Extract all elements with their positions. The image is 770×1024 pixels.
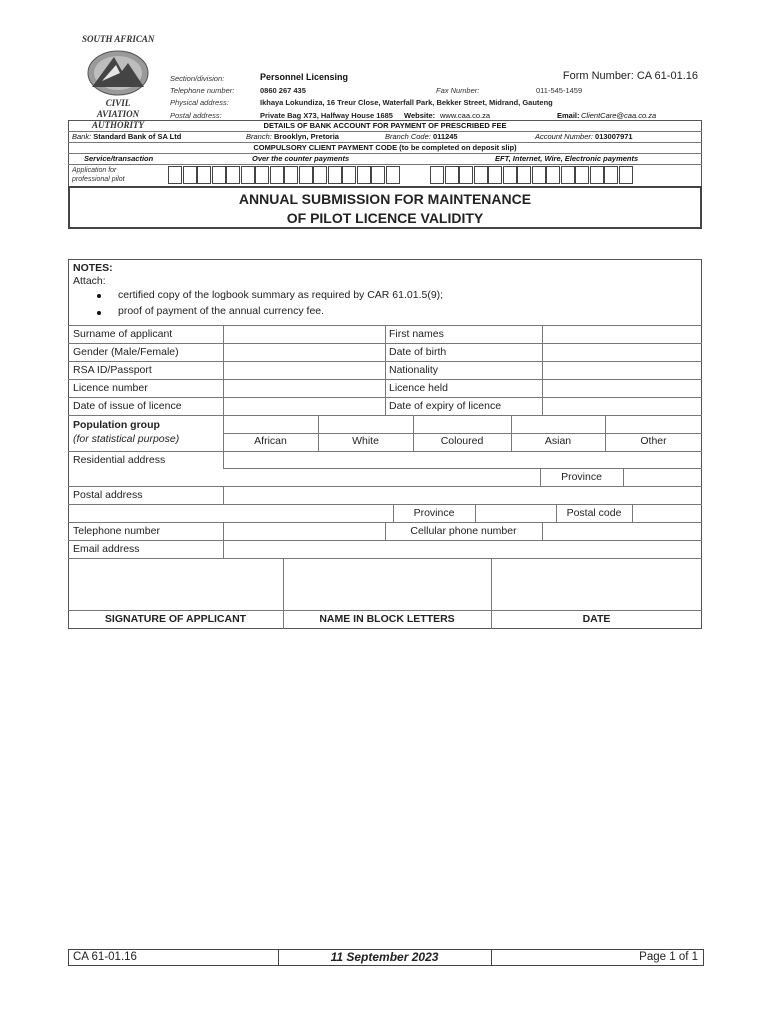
payment-code-cell[interactable] bbox=[183, 166, 197, 184]
payment-code-cell[interactable] bbox=[386, 166, 400, 184]
payment-code-cell[interactable] bbox=[226, 166, 240, 184]
bullet-icon bbox=[97, 311, 101, 315]
first-names-field[interactable] bbox=[543, 326, 701, 342]
residential-province-label: Province bbox=[561, 471, 602, 483]
email-value[interactable]: ClientCare@caa.co.za bbox=[581, 111, 657, 120]
caa-logo-emblem-icon bbox=[84, 47, 152, 97]
fax-label: Fax Number: bbox=[436, 86, 480, 95]
telephone-form-label: Telephone number bbox=[73, 525, 160, 537]
bank-account-number: Account Number: 013007971 bbox=[535, 132, 633, 141]
date-field[interactable] bbox=[492, 559, 701, 609]
nationality-field[interactable] bbox=[543, 362, 701, 378]
payment-code-cell[interactable] bbox=[328, 166, 342, 184]
payment-code-cell[interactable] bbox=[474, 166, 488, 184]
statistical-purpose-label: (for statistical purpose) bbox=[73, 433, 180, 445]
bank-name: Bank: Standard Bank of SA Ltd bbox=[72, 132, 182, 141]
email-label: Email: bbox=[557, 111, 580, 120]
physical-address-value: Ikhaya Lokundiza, 16 Treur Close, Waterfall Park, Bekker Street, Midrand, Gauteng bbox=[260, 98, 553, 107]
licence-held-label: Licence held bbox=[389, 382, 448, 394]
website-label: Website: bbox=[404, 111, 436, 120]
payment-code-cell[interactable] bbox=[241, 166, 255, 184]
payment-code-cell[interactable] bbox=[299, 166, 313, 184]
signature-label: SIGNATURE OF APPLICANT bbox=[104, 613, 247, 625]
payment-code-cell[interactable] bbox=[619, 166, 633, 184]
licence-number-field[interactable] bbox=[224, 380, 384, 396]
payment-code-cell[interactable] bbox=[212, 166, 226, 184]
payment-code-cell[interactable] bbox=[313, 166, 327, 184]
email-field[interactable] bbox=[224, 541, 701, 557]
notes-attach: Attach: bbox=[73, 275, 106, 287]
id-passport-field[interactable] bbox=[224, 362, 384, 378]
telephone-value: 0860 267 435 bbox=[260, 86, 306, 95]
bank-branch: Branch: Brooklyn, Pretoria bbox=[246, 132, 339, 141]
dob-field[interactable] bbox=[543, 344, 701, 360]
signature-field[interactable] bbox=[69, 559, 282, 609]
application-for-pilot: Application for professional pilot bbox=[72, 167, 125, 183]
name-block-letters-field[interactable] bbox=[284, 559, 490, 609]
group-african[interactable]: African bbox=[254, 435, 287, 447]
gender-label: Gender (Male/Female) bbox=[73, 346, 179, 358]
postal-address-form-label: Postal address bbox=[73, 489, 143, 501]
email-form-label: Email address bbox=[73, 543, 140, 555]
payment-code-cell[interactable] bbox=[575, 166, 589, 184]
payment-code-cell[interactable] bbox=[430, 166, 444, 184]
footer-date: 11 September 2023 bbox=[330, 950, 439, 964]
bank-heading: DETAILS OF BANK ACCOUNT FOR PAYMENT OF PRESCRIBED FEE bbox=[263, 121, 507, 130]
postal-province-field[interactable] bbox=[476, 505, 555, 521]
postal-code-field[interactable] bbox=[633, 505, 701, 521]
date-label: DATE bbox=[582, 613, 611, 625]
payment-code-cell[interactable] bbox=[590, 166, 604, 184]
section-label: Section/division: bbox=[170, 74, 225, 83]
cellular-field[interactable] bbox=[543, 523, 701, 539]
gender-field[interactable] bbox=[224, 344, 384, 360]
nationality-label: Nationality bbox=[389, 364, 439, 376]
form-title-box bbox=[68, 186, 702, 229]
licence-held-field[interactable] bbox=[543, 380, 701, 396]
payment-code-cell[interactable] bbox=[168, 166, 182, 184]
col-over-counter: Over the counter payments bbox=[252, 154, 350, 163]
form-title-line2: OF PILOT LICENCE VALIDITY bbox=[286, 210, 484, 226]
payment-code-cell[interactable] bbox=[445, 166, 459, 184]
fax-value: 011-545-1459 bbox=[536, 86, 583, 95]
physical-address-label: Physical address: bbox=[170, 98, 229, 107]
form-title-line1: ANNUAL SUBMISSION FOR MAINTENANCE bbox=[238, 191, 532, 207]
payment-code-cell[interactable] bbox=[459, 166, 473, 184]
notes-heading: NOTES: bbox=[73, 262, 113, 274]
residential-address-label: Residential address bbox=[73, 454, 166, 466]
expiry-date-label: Date of expiry of licence bbox=[389, 400, 502, 412]
footer-form-code: CA 61-01.16 bbox=[73, 951, 137, 963]
col-eft: EFT, Internet, Wire, Electronic payments bbox=[495, 154, 639, 163]
issue-date-field[interactable] bbox=[224, 398, 384, 414]
payment-code-heading: COMPULSORY CLIENT PAYMENT CODE (to be completed on deposit slip) bbox=[253, 143, 517, 152]
logo-bottom-text: CIVIL AVIATION AUTHORITY bbox=[91, 98, 144, 130]
residential-province-field[interactable] bbox=[624, 469, 701, 485]
bank-branch-code: Branch Code: 011245 bbox=[385, 132, 458, 141]
residential-address-field[interactable] bbox=[224, 452, 701, 467]
footer-page-number: Page 1 of 1 bbox=[639, 951, 698, 963]
expiry-date-field[interactable] bbox=[543, 398, 701, 414]
group-other[interactable]: Other bbox=[640, 435, 667, 447]
telephone-field[interactable] bbox=[224, 523, 384, 539]
group-white[interactable]: White bbox=[352, 435, 379, 447]
postal-province-label: Province bbox=[413, 507, 455, 519]
issue-date-label: Date of issue of licence bbox=[73, 400, 182, 412]
notes-item-2: proof of payment of the annual currency fee. bbox=[118, 305, 325, 317]
group-coloured[interactable]: Coloured bbox=[440, 435, 484, 447]
dob-label: Date of birth bbox=[389, 346, 447, 358]
payment-code-cell[interactable] bbox=[197, 166, 211, 184]
first-names-label: First names bbox=[389, 328, 444, 340]
payment-code-cell[interactable] bbox=[604, 166, 618, 184]
name-block-letters-label: NAME IN BLOCK LETTERS bbox=[319, 613, 455, 625]
form-number: Form Number: CA 61-01.16 bbox=[562, 70, 698, 82]
section-value: Personnel Licensing bbox=[260, 72, 349, 82]
payment-code-cell[interactable] bbox=[371, 166, 385, 184]
id-passport-label: RSA ID/Passport bbox=[73, 364, 152, 376]
payment-code-cell[interactable] bbox=[357, 166, 371, 184]
licence-number-label: Licence number bbox=[73, 382, 148, 394]
group-asian[interactable]: Asian bbox=[544, 435, 572, 447]
postal-address-label: Postal address: bbox=[170, 111, 222, 120]
payment-code-cell[interactable] bbox=[517, 166, 531, 184]
cellular-label: Cellular phone number bbox=[410, 525, 517, 537]
telephone-label: Telephone number: bbox=[170, 86, 235, 95]
population-group-label: Population group bbox=[73, 419, 160, 431]
payment-code-cell[interactable] bbox=[270, 166, 284, 184]
logo-top-text: SOUTH AFRICAN bbox=[82, 34, 155, 44]
payment-code-cell[interactable] bbox=[546, 166, 560, 184]
surname-label: Surname of applicant bbox=[73, 328, 173, 340]
payment-code-cell[interactable] bbox=[255, 166, 269, 184]
col-service: Service/transaction bbox=[84, 154, 154, 163]
payment-code-cell[interactable] bbox=[488, 166, 502, 184]
postal-code-label: Postal code bbox=[566, 507, 622, 519]
notes-item-1: certified copy of the logbook summary as required by CAR 61.01.5(9); bbox=[118, 289, 444, 301]
payment-code-cell[interactable] bbox=[284, 166, 298, 184]
bullet-icon bbox=[97, 294, 101, 298]
payment-code-cell[interactable] bbox=[503, 166, 517, 184]
payment-code-cell[interactable] bbox=[561, 166, 575, 184]
postal-address-value: Private Bag X73, Halfway House 1685 bbox=[260, 111, 393, 120]
surname-field[interactable] bbox=[224, 326, 384, 342]
postal-address-field[interactable] bbox=[224, 487, 701, 503]
payment-code-cell[interactable] bbox=[532, 166, 546, 184]
website-value[interactable]: www.caa.co.za bbox=[440, 111, 491, 120]
payment-code-cell[interactable] bbox=[342, 166, 356, 184]
